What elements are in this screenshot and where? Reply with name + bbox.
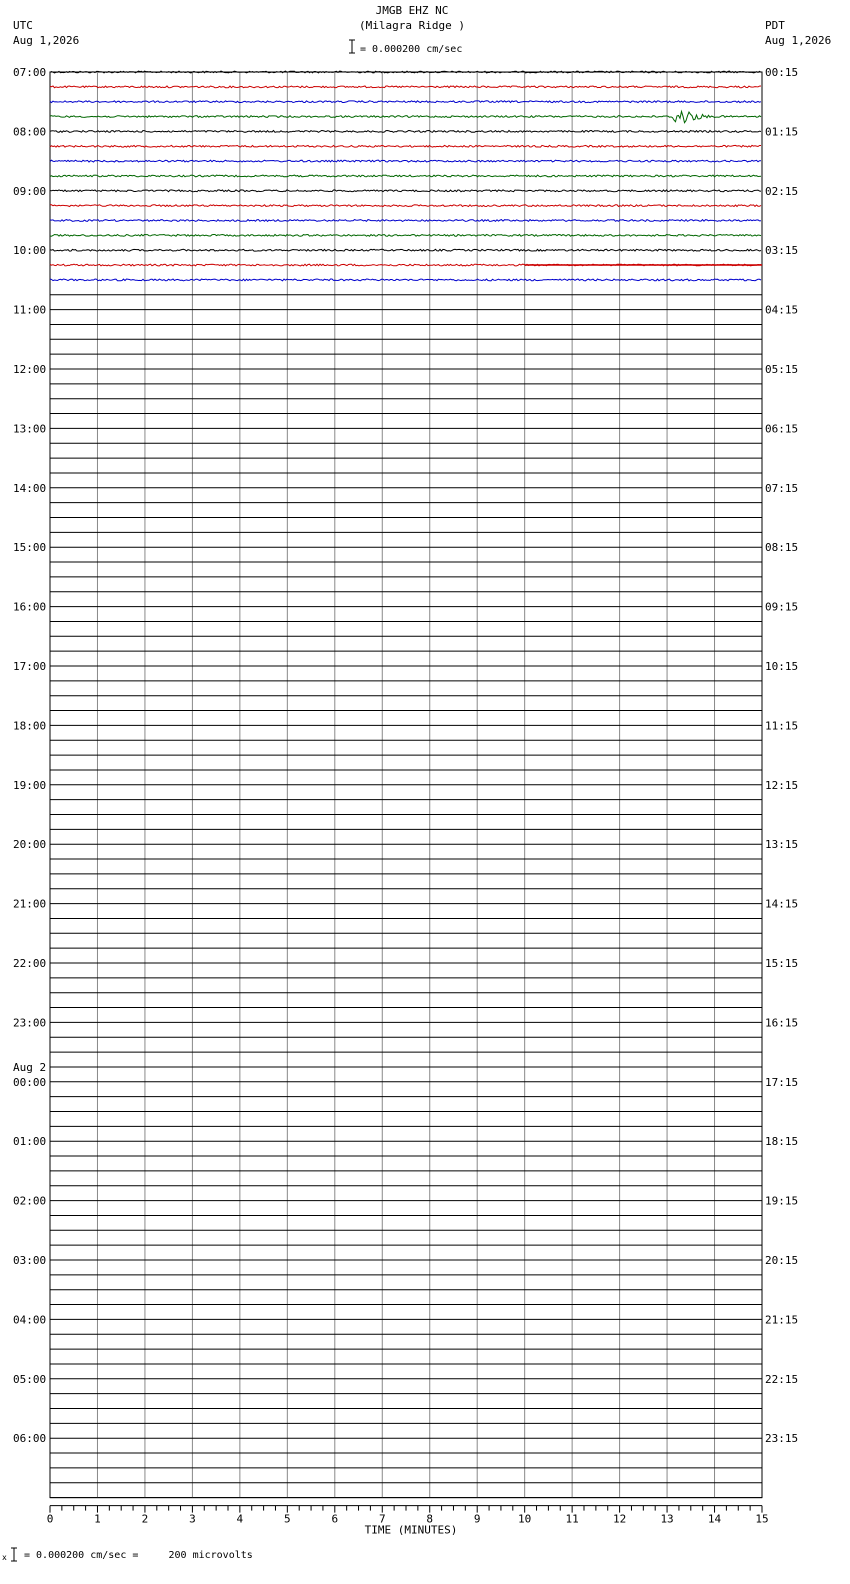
trace-row (50, 175, 761, 177)
station-title: JMGB EHZ NC (375, 4, 449, 17)
site-name: (Milagra Ridge ) (359, 19, 465, 32)
x-tick-label: 8 (426, 1512, 434, 1526)
pdt-hour-label: 15:15 (765, 957, 799, 970)
footer-marker: x (2, 1553, 7, 1562)
utc-hour-label: 17:00 (13, 660, 47, 673)
scale-bar-icon (349, 40, 355, 53)
pdt-hour-label: 07:15 (765, 481, 799, 495)
pdt-hour-label: 20:15 (765, 1254, 799, 1267)
x-tick-label: 3 (189, 1512, 196, 1526)
utc-hour-label: 00:00 (13, 1075, 47, 1089)
trace-row (50, 131, 761, 133)
pdt-hour-label: 06:15 (765, 422, 799, 436)
utc-hour-label: 20:00 (13, 838, 47, 852)
utc-hour-label: 13:00 (13, 422, 47, 436)
trace-row (50, 86, 761, 88)
x-tick-label: 4 (236, 1512, 244, 1526)
x-tick-label: 6 (331, 1512, 339, 1526)
trace-row (50, 112, 761, 123)
pdt-hour-label: 13:15 (765, 838, 799, 852)
pdt-hour-label: 17:15 (765, 1075, 799, 1089)
utc-date-label: Aug 1,2026 (13, 34, 80, 47)
x-tick-label: 5 (284, 1512, 291, 1526)
axis-labels (13, 66, 798, 1537)
footer-calibration: = 0.000200 cm/sec = 200 microvolts (24, 1550, 253, 1561)
pdt-hour-label: 23:15 (765, 1432, 799, 1446)
trace-row (50, 249, 761, 251)
utc-hour-label: 23:00 (13, 1016, 47, 1030)
utc-hour-label: 08:00 (13, 125, 47, 139)
x-tick-label: 0 (46, 1512, 54, 1526)
x-tick-label: 11 (565, 1512, 579, 1526)
plot-grid (50, 72, 762, 1498)
x-tick-label: 9 (473, 1512, 481, 1526)
x-tick-label: 1 (94, 1512, 101, 1526)
pdt-hour-label: 18:15 (765, 1135, 799, 1149)
pdt-hour-label: 05:15 (765, 363, 799, 376)
utc-hour-label: 01:00 (13, 1135, 47, 1149)
x-tick-label: 10 (518, 1512, 532, 1526)
pdt-hour-label: 04:15 (765, 303, 799, 317)
pdt-hour-label: 16:15 (765, 1016, 799, 1030)
utc-hour-label: 11:00 (13, 303, 47, 317)
trace-row (50, 145, 761, 147)
pdt-hour-label: 19:15 (765, 1194, 799, 1208)
trace-row (50, 101, 761, 103)
utc-hour-label: 18:00 (13, 719, 47, 733)
x-axis-title: TIME (MINUTES) (364, 1523, 458, 1537)
utc-hour-label: 19:00 (13, 778, 47, 792)
utc-hour-label: 15:00 (13, 541, 47, 555)
pdt-date-label: Aug 1,2026 (765, 34, 832, 47)
pdt-hour-label: 12:15 (765, 778, 799, 792)
x-tick-label: 7 (378, 1512, 386, 1526)
pdt-hour-label: 10:15 (765, 660, 799, 673)
utc-hour-label: 06:00 (13, 1432, 47, 1446)
trace-row (50, 220, 761, 222)
utc-hour-label: 22:00 (13, 957, 47, 970)
pdt-hour-label: 21:15 (765, 1313, 799, 1327)
utc-hour-label: 09:00 (13, 184, 47, 198)
utc-hour-label: 10:00 (13, 244, 47, 258)
utc-hour-label: 04:00 (13, 1313, 47, 1327)
pdt-hour-label: 08:15 (765, 541, 799, 555)
x-tick-label: 2 (141, 1512, 149, 1526)
pdt-hour-label: 02:15 (765, 184, 799, 198)
utc-hour-label: 02:00 (13, 1194, 47, 1208)
date-change-label: Aug 2 (13, 1060, 47, 1074)
trace-row (50, 205, 761, 207)
x-tick-label: 12 (612, 1512, 627, 1526)
utc-hour-label: 12:00 (13, 363, 47, 376)
utc-hour-label: 21:00 (13, 897, 47, 911)
utc-tz-label: UTC (13, 19, 33, 32)
pdt-hour-label: 03:15 (765, 244, 799, 258)
trace-row (50, 279, 761, 281)
pdt-hour-label: 09:15 (765, 600, 799, 614)
trace-row (50, 190, 761, 192)
x-tick-label: 14 (707, 1512, 722, 1526)
utc-hour-label: 07:00 (13, 66, 47, 79)
utc-hour-label: 14:00 (13, 481, 47, 495)
trace-row (50, 235, 761, 237)
pdt-tz-label: PDT (765, 19, 785, 32)
x-tick-label: 13 (660, 1512, 674, 1526)
utc-hour-label: 05:00 (13, 1372, 47, 1386)
pdt-hour-label: 00:15 (765, 66, 799, 79)
utc-hour-label: 03:00 (13, 1254, 47, 1267)
pdt-hour-label: 22:15 (765, 1372, 799, 1386)
pdt-hour-label: 01:15 (765, 125, 799, 139)
scale-label: = 0.000200 cm/sec (360, 44, 463, 55)
utc-hour-label: 16:00 (13, 600, 47, 614)
seismic-traces (50, 71, 762, 281)
footer-scale-bar-icon (11, 1548, 17, 1561)
trace-row (50, 160, 761, 162)
pdt-hour-label: 14:15 (765, 897, 799, 911)
x-tick-label: 15 (755, 1512, 769, 1526)
pdt-hour-label: 11:15 (765, 719, 799, 733)
